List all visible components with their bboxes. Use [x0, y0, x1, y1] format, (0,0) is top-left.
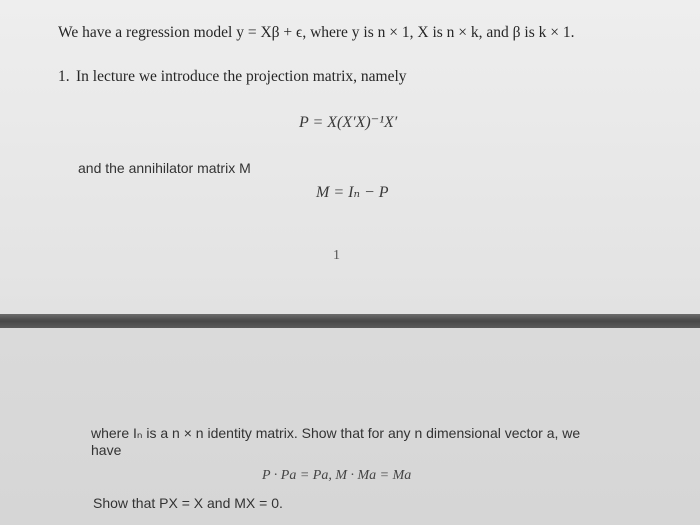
annihilator-equation: M = Iₙ − P [316, 184, 389, 201]
intro-text: We have a regression model y = Xβ + ϵ, where y is n × 1, X is n × k, and β is k × 1. [58, 24, 575, 41]
item-number: 1. [58, 68, 70, 85]
projection-equation: P = X(X′X)⁻¹X′ [299, 114, 398, 131]
item-text: In lecture we introduce the projection matrix, namely [76, 68, 407, 85]
identity-line-continued: have [91, 442, 122, 458]
annihilator-text: and the annihilator matrix M [78, 160, 251, 176]
document-page-bottom [0, 328, 700, 525]
page-divider [0, 314, 700, 328]
identity-equation: P · Pa = Pa, M · Ma = Ma [262, 468, 412, 483]
show-line: Show that PX = X and MX = 0. [93, 495, 283, 511]
identity-line: where Iₙ is a n × n identity matrix. Show that for any n dimensional vector a, we [91, 425, 581, 441]
page-number: 1 [333, 248, 340, 263]
